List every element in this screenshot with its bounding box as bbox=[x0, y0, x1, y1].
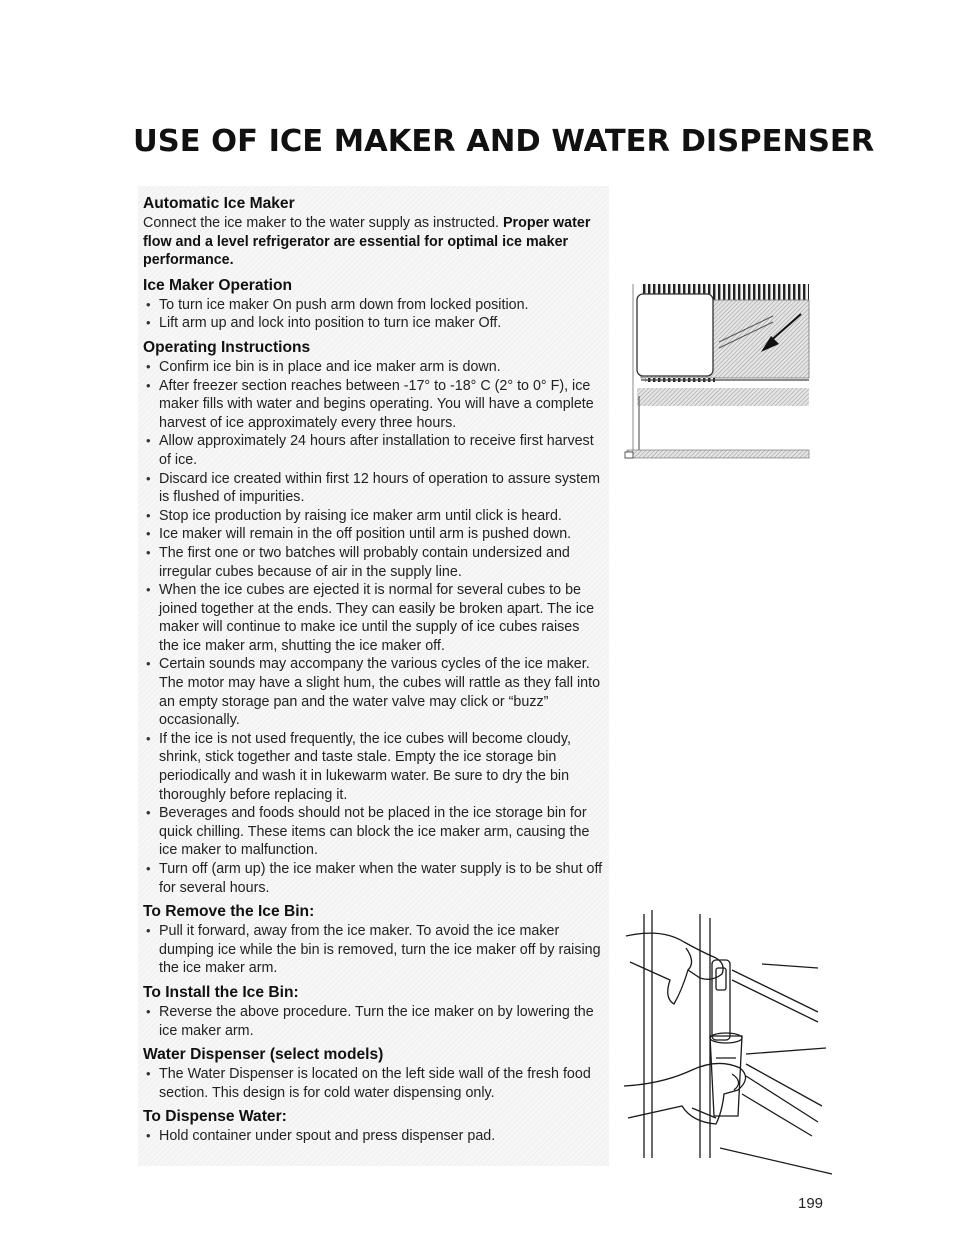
remove-ice-bin-heading: To Remove the Ice Bin: bbox=[143, 903, 315, 921]
dispense-water-heading: To Dispense Water: bbox=[143, 1108, 287, 1126]
instructions-list bbox=[143, 358, 603, 897]
list-item: • Allow approximately 24 hours after installation to receive first harvest of ice. bbox=[143, 432, 603, 469]
automatic-ice-maker-text bbox=[143, 214, 603, 270]
list-item: • The first one or two batches will probably contain undersized and irregular cubes because of air in the supply line. bbox=[143, 544, 603, 581]
list-item: • Ice maker will remain in the off position until arm is pushed down. bbox=[143, 525, 603, 544]
ice-maker-illustration bbox=[623, 282, 811, 464]
list-item: • Lift arm up and lock into position to turn ice maker Off. bbox=[143, 314, 603, 333]
list-item: • Discard ice created within first 12 hours of operation to assure system is flushed of impurities. bbox=[143, 470, 603, 507]
install-bin-list bbox=[143, 1003, 603, 1040]
list-item: • Hold container under spout and press dispenser pad. bbox=[143, 1127, 603, 1146]
list-item: • To turn ice maker On push arm down from locked position. bbox=[143, 296, 603, 315]
remove-bin-list bbox=[143, 922, 603, 978]
operation-list bbox=[143, 296, 603, 333]
water-dispenser-illustration bbox=[622, 908, 834, 1178]
list-item: • The Water Dispenser is located on the left side wall of the fresh food section. This design is for cold water dispensing only. bbox=[143, 1065, 603, 1102]
page-number: 199 bbox=[798, 1195, 824, 1212]
content-column bbox=[143, 194, 603, 1151]
list-item: • Reverse the above procedure. Turn the ice maker on by lowering the ice maker arm. bbox=[143, 1003, 603, 1040]
automatic-ice-maker-heading: Automatic Ice Maker bbox=[143, 195, 295, 212]
list-item: • If the ice is not used frequently, the ice cubes will become cloudy, shrink, stick together and taste stale. Empty the ice storage bin periodically and wash it in lukewarm water. Be sure to dry the bin thoroughly before replacing it. bbox=[143, 730, 603, 804]
list-item: • Stop ice production by raising ice maker arm until click is heard. bbox=[143, 507, 603, 526]
automatic-intro: Connect the ice maker to the water supply as instructed. bbox=[143, 215, 500, 231]
list-item: • Beverages and foods should not be placed in the ice storage bin for quick chilling. These items can block the ice maker arm, causing the ice maker to malfunction. bbox=[143, 804, 603, 860]
list-item: • Turn off (arm up) the ice maker when the water supply is to be shut off for several hours. bbox=[143, 860, 603, 897]
dispense-list bbox=[143, 1127, 603, 1146]
dispenser-list bbox=[143, 1065, 603, 1102]
operating-instructions-heading: Operating Instructions bbox=[143, 338, 311, 356]
page-title: USE OF ICE MAKER AND WATER DISPENSER bbox=[133, 124, 875, 159]
list-item: • After freezer section reaches between -17° to -18° C (2° to 0° F), ice maker fills with water and begins operating. You will have a complete harvest of ice approximately every three hours. bbox=[143, 377, 603, 433]
list-item: • Confirm ice bin is in place and ice maker arm is down. bbox=[143, 358, 603, 377]
list-item: • Certain sounds may accompany the various cycles of the ice maker. The motor may have a slight hum, the cubes will rattle as they fall into an empty storage pan and the water valve may click or “buzz” occasionally. bbox=[143, 655, 603, 729]
water-dispenser-heading: Water Dispenser (select models) bbox=[143, 1046, 384, 1064]
list-item: • When the ice cubes are ejected it is normal for several cubes to be joined together at the ends. They can easily be broken apart. The ice maker will continue to make ice until the supply of ice cubes raises the ice maker arm, shutting the ice maker off. bbox=[143, 581, 603, 655]
list-item: • Pull it forward, away from the ice maker. To avoid the ice maker dumping ice while the bin is removed, turn the ice maker off by raising the ice maker arm. bbox=[143, 922, 603, 978]
automatic-bold-note: Proper water flow and a level refrigerator are essential for optimal ice maker performance. bbox=[143, 215, 591, 269]
install-ice-bin-heading: To Install the Ice Bin: bbox=[143, 983, 299, 1001]
ice-maker-operation-heading: Ice Maker Operation bbox=[143, 276, 293, 294]
